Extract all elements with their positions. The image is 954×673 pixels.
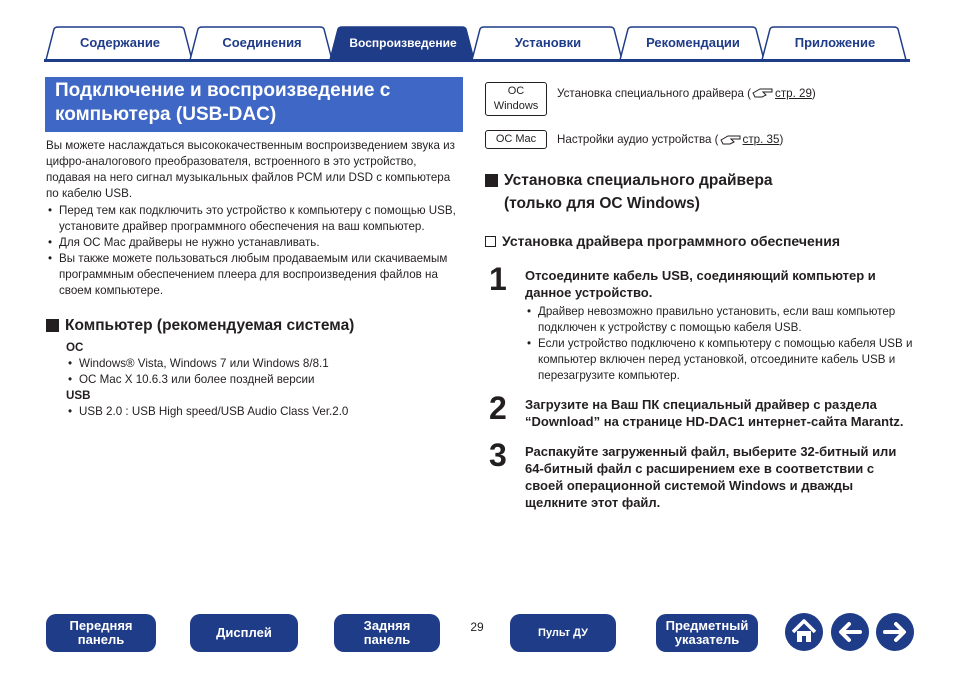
- system-list: [46, 340, 464, 420]
- reference-hand-icon: [720, 134, 742, 146]
- step-note: • Драйвер невозможно правильно установить, если ваш компьютер подключен к устройству с помощью кабеля USB.: [525, 304, 915, 336]
- front-panel-button[interactable]: Передняя панель: [46, 614, 156, 652]
- step-text: Распакуйте загруженный файл, выберите 32-битный или 64-битный файл с расширением exe в соответствии с своей операционной системой Windows и дважды щелкните этот файл.: [525, 444, 897, 510]
- arrow-right-icon: [876, 613, 914, 651]
- step-notes: [525, 304, 915, 384]
- rear-panel-button[interactable]: Задняя панель: [334, 614, 440, 652]
- tab-divider: [44, 59, 910, 62]
- intro-text: Вы можете наслаждаться высококачественным воспроизведением звука из цифро-аналогового преобразователя, встроенного в это устройство, подавая на него сигнал музыкальных файлов PCM или DSD с компьютера по кабелю USB.: [46, 139, 455, 200]
- intro-bullets: [46, 203, 464, 299]
- os-item: • Windows® Vista, Windows 7 или Windows 8/8.1: [66, 356, 464, 372]
- os-item: • ОС Mac X 10.6.3 или более поздней версии: [66, 372, 464, 388]
- system-heading-text: Компьютер (рекомендуемая система): [65, 317, 355, 334]
- square-bullet-icon: [485, 174, 498, 187]
- reference-hand-icon: [752, 87, 774, 99]
- square-bullet-icon: [46, 319, 59, 332]
- step-2: [485, 390, 915, 430]
- os-mac-page-link[interactable]: стр. 35: [742, 133, 780, 146]
- usb-label: USB: [66, 389, 91, 402]
- display-button[interactable]: Дисплей: [190, 614, 298, 652]
- tab-playback[interactable]: Воспроизведение: [349, 36, 457, 50]
- home-icon: [785, 613, 823, 651]
- back-button[interactable]: [831, 613, 869, 651]
- os-windows-tag-line2: Windows: [493, 100, 539, 112]
- remote-button[interactable]: Пульт ДУ: [510, 614, 616, 652]
- step-3: [485, 437, 915, 511]
- step-number: 3: [489, 437, 507, 473]
- step-number: 1: [489, 261, 507, 297]
- system-heading: [46, 314, 464, 337]
- os-windows-desc: Установка специального драйвера ( стр. 29): [557, 86, 816, 100]
- os-mac-desc-text: Настройки аудио устройства: [557, 133, 712, 146]
- intro-bullet: • Вы также можете пользоваться любым продаваемым или скачиваемым программным обеспечением плеера для воспроизведения файлов на своем компьютере.: [46, 251, 464, 299]
- driver-subheading-text: Установка драйвера программного обеспечения: [502, 233, 840, 249]
- tab-tips[interactable]: Рекомендации: [646, 35, 740, 50]
- os-mac-tag: ОС Mac: [485, 130, 547, 149]
- checkbox-icon: [485, 236, 496, 247]
- step-text: Загрузите на Ваш ПК специальный драйвер с раздела “Download” на странице HD-DAC1 интернет-сайта Marantz.: [525, 397, 904, 429]
- arrow-left-icon: [831, 613, 869, 651]
- os-ref-mac: [485, 130, 915, 149]
- index-button[interactable]: Предметный указатель: [656, 614, 758, 652]
- step-text: Отсоедините кабель USB, соединяющий компьютер и данное устройство.: [525, 268, 876, 300]
- os-label: ОС: [66, 341, 84, 354]
- right-column: [485, 82, 915, 511]
- tab-contents[interactable]: Содержание: [79, 35, 161, 50]
- tab-bar: [44, 26, 910, 62]
- usb-list: [66, 404, 464, 420]
- os-windows-tag-line1: ОС: [507, 85, 525, 97]
- left-column: [46, 138, 464, 420]
- tab-appendix[interactable]: Приложение: [794, 35, 876, 50]
- driver-subheading: [485, 231, 915, 251]
- driver-heading: [485, 169, 915, 215]
- page-title-box: [45, 77, 463, 132]
- os-windows-desc-text: Установка специального драйвера: [557, 86, 744, 100]
- forward-button[interactable]: [876, 613, 914, 651]
- os-windows-tag: [485, 82, 547, 116]
- os-ref-windows: [485, 82, 915, 116]
- intro-bullet: • Перед тем как подключить это устройство к компьютеру с помощью USB, установите драйвер программного обеспечения на ваш компьютер.: [46, 203, 464, 235]
- driver-heading-line1: Установка специального драйвера: [504, 172, 773, 189]
- step-note: • Если устройство подключено к компьютеру с помощью кабеля USB и компьютер включен перед установкой, отсоедините кабель USB и перезагрузите компьютер.: [525, 336, 915, 384]
- intro-bullet: • Для ОС Mac драйверы не нужно устанавливать.: [46, 235, 464, 251]
- page-title: Подключение и воспроизведение с компьютера (USB-DAC): [55, 80, 391, 125]
- tab-connections[interactable]: Соединения: [222, 35, 302, 50]
- driver-heading-line2: (только для ОС Windows): [504, 195, 700, 212]
- step-number: 2: [489, 390, 507, 426]
- os-list: [66, 356, 464, 388]
- home-button[interactable]: [785, 613, 823, 651]
- step-1: [485, 261, 915, 384]
- page-number: 29: [470, 620, 484, 634]
- os-mac-desc: Настройки аудио устройства ( стр. 35): [557, 133, 784, 146]
- usb-item: • USB 2.0 : USB High speed/USB Audio Class Ver.2.0: [66, 404, 464, 420]
- tab-settings[interactable]: Установки: [514, 35, 582, 50]
- os-windows-page-link[interactable]: стр. 29: [775, 86, 812, 100]
- driver-heading-text: [504, 169, 773, 215]
